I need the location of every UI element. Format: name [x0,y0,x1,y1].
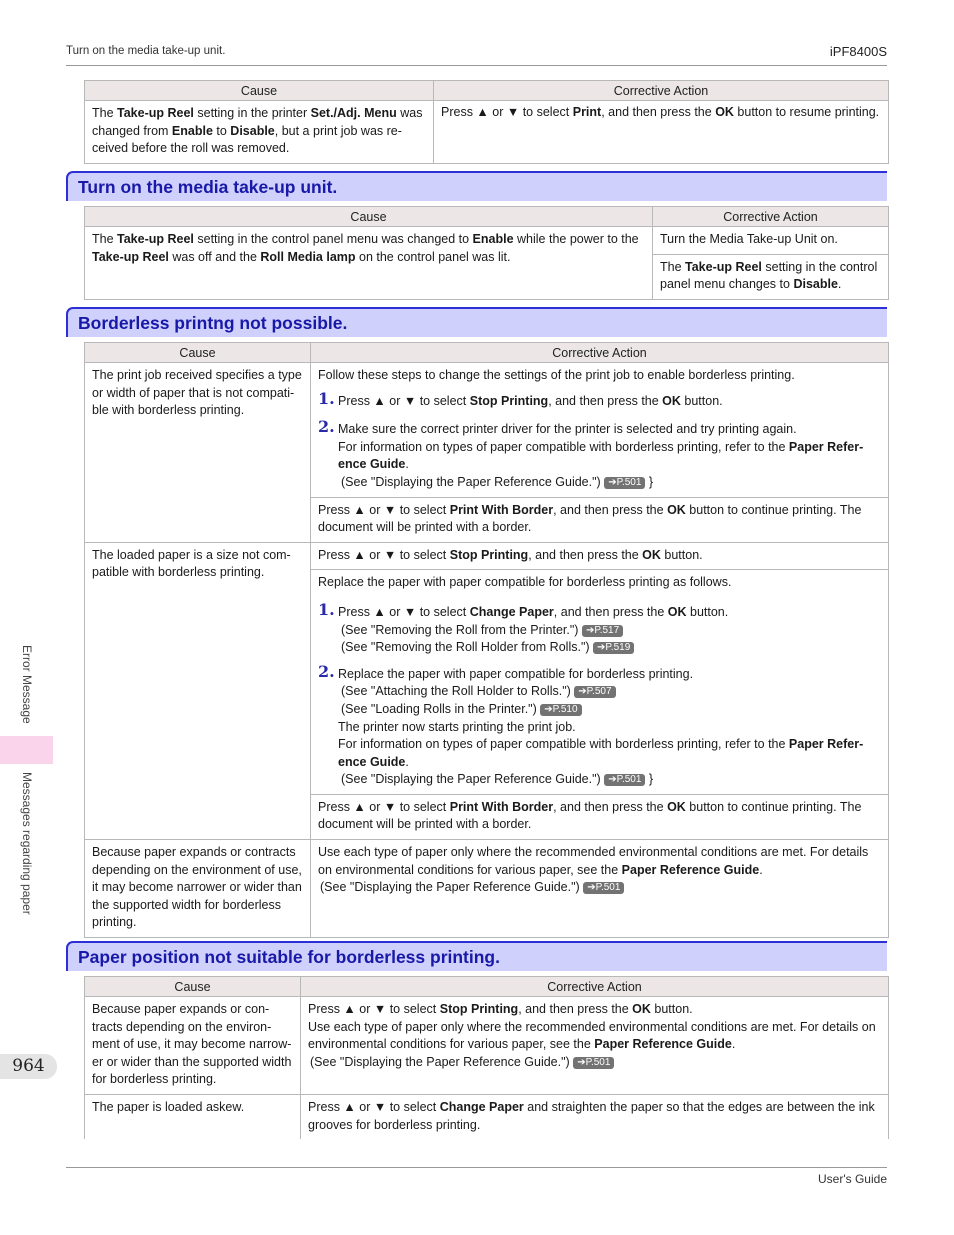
cross-reference: (See "Attaching the Roll Holder to Rolls.") ➔P.507 [338,683,881,701]
page-reference-link[interactable]: ➔P.519 [593,642,634,654]
cause-cell: Because paper expands or con-tracts depending on the environ-ment of use, it may become narrow-er or wider than the supported width for borderless printing. [85,997,301,1095]
cause-cell: The paper is loaded askew. [85,1094,301,1139]
step-number: 2. [318,417,335,437]
step-number: 2. [318,661,335,681]
borderless-printing-table [84,342,889,938]
page-number: 964 [0,1054,57,1079]
cross-reference: (See "Displaying the Paper Reference Guide.") ➔P.501 [318,879,881,897]
cause-header: Cause [85,977,301,997]
action-cell: Press ▲ or ▼ to select Print With Border, and then press the OK button to continue printing. The document will be printed with a border. [311,794,889,839]
running-header-title: Turn on the media take-up unit. [66,45,226,57]
table-row [85,227,889,255]
action-cell: Press ▲ or ▼ to select Print With Border, and then press the OK button to continue printing. The document will be printed with a border. [311,497,889,542]
section-heading-take-up-unit [66,171,887,201]
page-reference-link[interactable]: ➔P.507 [574,686,615,698]
page-reference-link[interactable]: ➔P.510 [540,704,581,716]
action-cell: The Take-up Reel setting in the control panel menu changes to Disable. [653,254,889,299]
take-up-unit-table [84,206,889,300]
action-cell: Turn the Media Take-up Unit on. [653,227,889,255]
table-row [85,997,889,1095]
section-title: Paper position not suitable for borderless printing. [78,947,500,967]
page-reference-link[interactable]: ➔P.501 [573,1057,614,1069]
cause-header: Cause [85,343,311,363]
page-reference-link[interactable]: ➔P.501 [604,477,645,489]
section-heading-borderless-printing [66,307,887,337]
action-intro: Follow these steps to change the settings of the print job to enable borderless printing. [318,368,795,382]
cause-cell: The print job received specifies a type or width of paper that is not compati-ble with borderless printing. [85,363,311,543]
corrective-action-header: Corrective Action [311,343,889,363]
cause-header: Cause [85,207,653,227]
section-heading-paper-position [66,941,887,971]
cross-reference: (See "Displaying the Paper Reference Guide.") ➔P.501 } [341,474,654,489]
footer-divider [66,1167,887,1168]
cause-header: Cause [85,81,434,101]
cross-reference: (See "Removing the Roll Holder from Rolls.") ➔P.519 [338,639,881,657]
side-tab-messages-regarding-paper: Messages regarding paper [20,772,34,915]
table-row [85,363,889,498]
side-tab-error-message: Error Message [20,645,34,724]
action-cell [311,570,889,795]
corrective-action-header: Corrective Action [653,207,889,227]
table-row [85,840,889,938]
action-cell: Press ▲ or ▼ to select Stop Printing, and then press the OK button. [311,542,889,570]
paper-position-table [84,976,889,1139]
step-item: 2. Replace the paper with paper compatible for borderless printing. (See "Attaching the Roll Holder to Rolls.") ➔P.507 (See "Loading Rolls in the Printer.") ➔P.510 The printer now starts printing the print job. For information on types of paper compatible with borderless printing, refer to the Paper Refer-ence Guide. (See "Displaying the Paper Reference Guide.") ➔P.501 } [318,666,881,789]
step-number: 1. [318,388,335,408]
step-number: 1. [318,599,335,619]
cross-reference: (See "Displaying the Paper Reference Guide.") ➔P.501 [308,1054,881,1072]
action-cell: Press ▲ or ▼ to select Change Paper and straighten the paper so that the edges are between the ink grooves for borderless printing. [301,1094,889,1139]
action-cell: Use each type of paper only where the recommended environmental conditions are met. For details on environmental conditions for various paper, see the Paper Reference Guide. (See "Displaying the Paper Reference Guide.") ➔P.501 [311,840,889,938]
header-divider [66,65,887,66]
action-intro: Replace the paper with paper compatible for borderless printing as follows. [318,575,732,590]
page-reference-link[interactable]: ➔P.517 [582,625,623,637]
page-reference-link[interactable]: ➔P.501 [604,774,645,786]
section-title: Turn on the media take-up unit. [78,177,338,197]
action-cell: Press ▲ or ▼ to select Print, and then press the OK button to resume printing. [434,101,889,164]
running-footer-guide: User's Guide [818,1172,887,1186]
page-reference-link[interactable]: ➔P.501 [583,882,624,894]
cause-cell: The Take-up Reel setting in the control panel menu was changed to Enable while the power to the Take-up Reel was off and the Roll Media lamp on the control panel was lit. [85,227,653,300]
cause-cell: Because paper expands or contracts depending on the environment of use, it may become narrower or wider than the supported width for borderless printing. [85,840,311,938]
cause-cell: The Take-up Reel setting in the printer Set./Adj. Menu was changed from Enable to Disable, but a print job was re-ceived before the roll was removed. [85,101,434,164]
corrective-action-header: Corrective Action [434,81,889,101]
table-row [85,101,889,164]
table-row [85,542,889,570]
previous-issue-table [84,80,889,164]
step-item: 1. Press ▲ or ▼ to select Stop Printing, and then press the OK button. [318,388,723,408]
action-cell [311,363,889,498]
cause-cell: The loaded paper is a size not com-patible with borderless printing. [85,542,311,839]
section-title: Borderless printng not possible. [78,313,348,333]
corrective-action-header: Corrective Action [301,977,889,997]
side-tab-marker [0,736,53,764]
running-header-model: iPF8400S [829,44,887,59]
action-cell: Press ▲ or ▼ to select Stop Printing, and then press the OK button. Use each type of paper only where the recommended environmental conditions are met. For details on environmental conditions for various paper, see the Paper Reference Guide. (See "Displaying the Paper Reference Guide.") ➔P.501 [301,997,889,1095]
cross-reference: (See "Displaying the Paper Reference Guide.") ➔P.501 } [341,772,654,787]
step-item: 2. Make sure the correct printer driver for the printer is selected and try printing again. For information on types of paper compatible with borderless printing, refer to the Paper Refer-ence Guide. (See "Displaying the Paper Reference Guide.") ➔P.501 } [318,421,881,491]
step-item: 1. Press ▲ or ▼ to select Change Paper, and then press the OK button. (See "Removing the Roll from the Printer.") ➔P.517 (See "Removing the Roll Holder from Rolls.") ➔P.519 [318,604,881,657]
table-row [85,1094,889,1139]
cross-reference: (See "Removing the Roll from the Printer.") ➔P.517 [338,622,881,640]
cross-reference: (See "Loading Rolls in the Printer.") ➔P.510 [338,701,881,719]
